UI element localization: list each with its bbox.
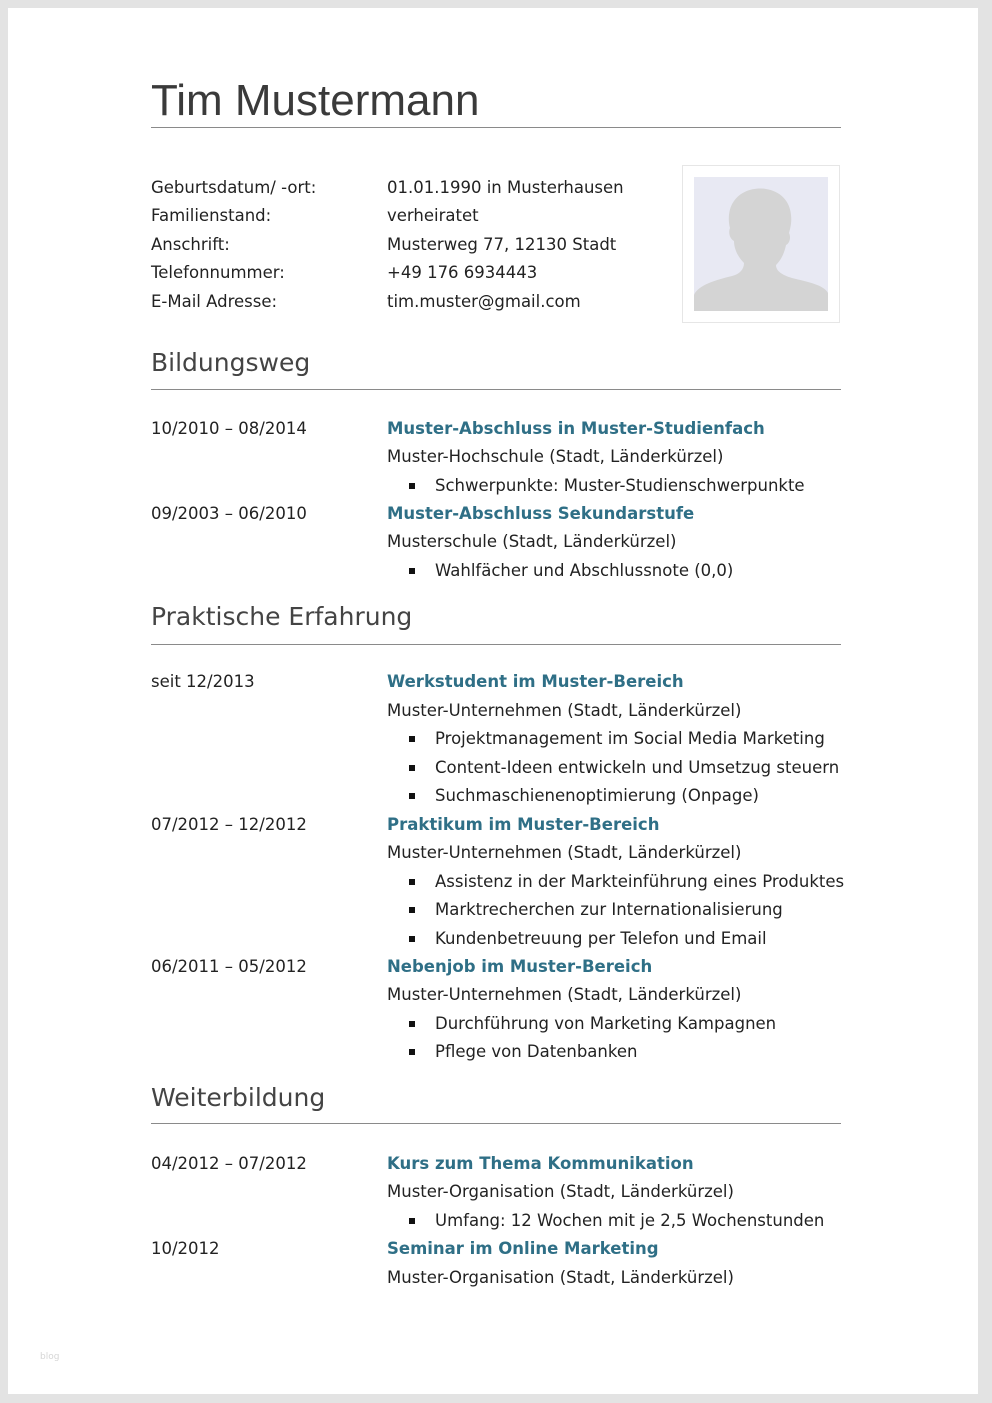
entry-bullet: Schwerpunkte: Muster-Studienschwerpunkte [435, 476, 805, 495]
cv-name-heading: Tim Mustermann [151, 76, 480, 125]
profile-placeholder-icon [694, 177, 828, 311]
entry-org: Muster-Unternehmen (Stadt, Länderkürzel) [387, 843, 742, 862]
bullet-icon [409, 568, 415, 574]
entry-org: Muster-Unternehmen (Stadt, Länderkürzel) [387, 701, 742, 720]
bullet-icon [409, 1021, 415, 1027]
name-divider [151, 127, 841, 128]
entry-title: Nebenjob im Muster-Bereich [387, 957, 653, 976]
entry-title: Muster-Abschluss Sekundarstufe [387, 504, 695, 523]
entry-bullet: Durchführung von Marketing Kampagnen [435, 1014, 777, 1033]
section-heading-training: Weiterbildung [151, 1083, 326, 1112]
entry-org: Muster-Organisation (Stadt, Länderkürzel) [387, 1268, 734, 1287]
bullet-icon [409, 936, 415, 942]
entry-bullet: Assistenz in der Markteinführung eines Produktes [435, 872, 845, 891]
entry-bullet: Wahlfächer und Abschlussnote (0,0) [435, 561, 734, 580]
entry-date: 10/2012 [151, 1239, 220, 1258]
personal-label: Anschrift: [151, 235, 230, 254]
entry-title: Werkstudent im Muster-Bereich [387, 672, 684, 691]
bullet-icon [409, 793, 415, 799]
entry-date: 07/2012 – 12/2012 [151, 815, 307, 834]
entry-date: 06/2011 – 05/2012 [151, 957, 307, 976]
section-divider [151, 1123, 841, 1124]
bullet-icon [409, 765, 415, 771]
watermark: blog [40, 1352, 60, 1362]
personal-value: +49 176 6934443 [387, 263, 538, 282]
personal-value: verheiratet [387, 206, 479, 225]
section-heading-experience: Praktische Erfahrung [151, 602, 413, 631]
entry-org: Muster-Unternehmen (Stadt, Länderkürzel) [387, 985, 742, 1004]
personal-value: Musterweg 77, 12130 Stadt [387, 235, 617, 254]
email-value: tim.muster@gmail.com [387, 292, 581, 311]
entry-org: Muster-Organisation (Stadt, Länderkürzel) [387, 1182, 734, 1201]
section-divider [151, 389, 841, 390]
entry-bullet: Marktrecherchen zur Internationalisierung [435, 900, 783, 919]
entry-org: Muster-Hochschule (Stadt, Länderkürzel) [387, 447, 724, 466]
entry-bullet: Umfang: 12 Wochen mit je 2,5 Wochenstunden [435, 1211, 825, 1230]
bullet-icon [409, 879, 415, 885]
entry-bullet: Projektmanagement im Social Media Marketing [435, 729, 825, 748]
personal-label: Telefonnummer: [151, 263, 285, 282]
entry-date: 04/2012 – 07/2012 [151, 1154, 307, 1173]
entry-title: Kurs zum Thema Kommunikation [387, 1154, 694, 1173]
entry-title: Praktikum im Muster-Bereich [387, 815, 660, 834]
entry-date: 09/2003 – 06/2010 [151, 504, 307, 523]
entry-date: 10/2010 – 08/2014 [151, 419, 307, 438]
cv-page [8, 8, 978, 1394]
bullet-icon [409, 736, 415, 742]
personal-label: Familienstand: [151, 206, 272, 225]
entry-title: Muster-Abschluss in Muster-Studienfach [387, 419, 765, 438]
entry-bullet: Content-Ideen entwickeln und Umsetzug steuern [435, 758, 840, 777]
bullet-icon [409, 907, 415, 913]
bullet-icon [409, 1049, 415, 1055]
entry-bullet: Suchmaschienenoptimierung (Onpage) [435, 786, 759, 805]
section-divider [151, 644, 841, 645]
entry-date: seit 12/2013 [151, 672, 255, 691]
profile-photo [682, 165, 840, 323]
bullet-icon [409, 1218, 415, 1224]
personal-label: E-Mail Adresse: [151, 292, 278, 311]
bullet-icon [409, 483, 415, 489]
entry-org: Musterschule (Stadt, Länderkürzel) [387, 532, 677, 551]
personal-label: Geburtsdatum/ -ort: [151, 178, 317, 197]
personal-value: 01.01.1990 in Musterhausen [387, 178, 624, 197]
section-heading-education: Bildungsweg [151, 348, 311, 377]
entry-title: Seminar im Online Marketing [387, 1239, 659, 1258]
entry-bullet: Pflege von Datenbanken [435, 1042, 638, 1061]
entry-bullet: Kundenbetreuung per Telefon und Email [435, 929, 767, 948]
